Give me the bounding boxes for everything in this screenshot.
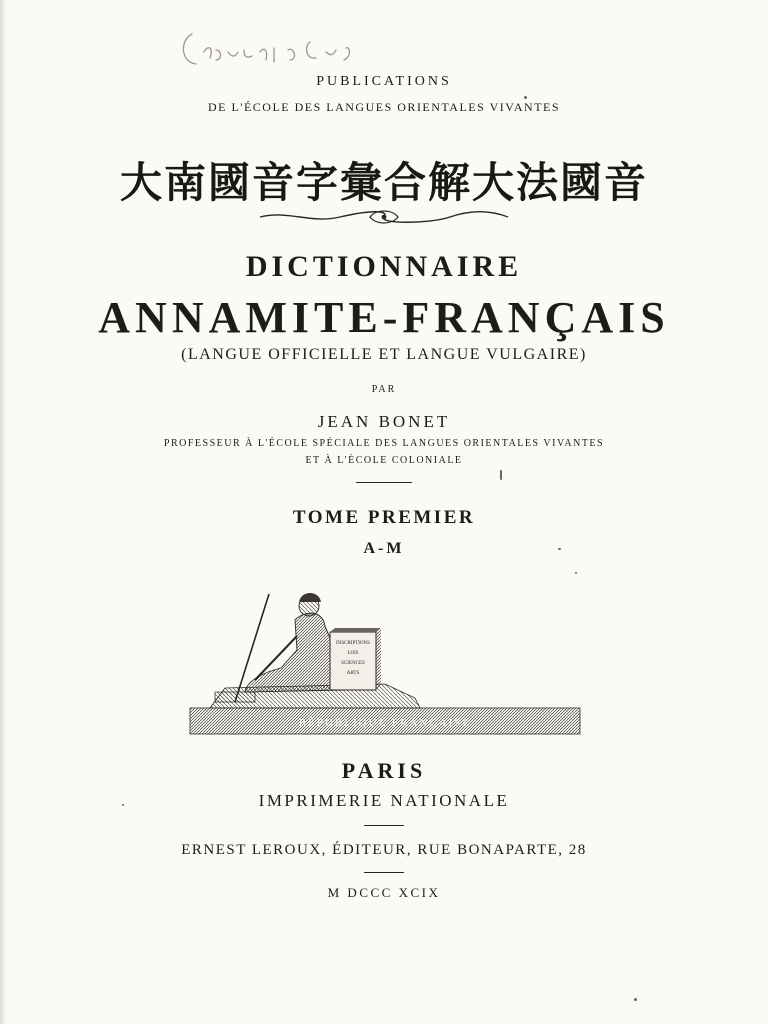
ornament-divider [250,206,518,228]
byline-par: PAR [371,384,397,395]
title-line-1: DICTIONNAIRE [245,250,523,283]
subtitle: (LANGUE OFFICIELLE ET LANGUE VULGAIRE) [181,346,587,363]
divider-rule [356,482,412,483]
svg-text:ARTS: ARTS [346,671,360,676]
engraved-vignette [185,580,585,740]
paper-speck [122,804,124,806]
volume-range: A-M [363,540,405,557]
author-affiliation-2: ET À L'ÉCOLE COLONIALE [305,455,463,466]
series-institution: DE L'ÉCOLE DES LANGUES ORIENTALES VIVANTES [207,100,561,114]
author-affiliation-1: PROFESSEUR À L'ÉCOLE SPÉCIALE DES LANGUES ORIENTALES VIVANTES [163,438,605,449]
paper-speck [634,998,637,1001]
volume-title: TOME PREMIER [292,507,476,528]
author-name: JEAN BONET [317,412,451,431]
series-title: PUBLICATIONS [316,74,452,89]
chinese-title: 大南國音字彙合解大法國音 [119,158,648,207]
imprint-city: PARIS [341,758,427,783]
handwritten-signature [170,22,390,72]
imprint-printer: IMPRIMERIE NATIONALE [258,791,510,810]
vignette-base-text: RÉPUBLIQUE FRANÇAISE [298,717,472,729]
paper-speck [524,96,527,99]
svg-text:INSCRIPTIONS: INSCRIPTIONS [336,641,370,646]
svg-text:SCIENCES: SCIENCES [341,661,365,666]
divider-rule [364,825,404,826]
imprint-year: M DCCC XCIX [327,885,441,900]
imprint-publisher: ERNEST LEROUX, ÉDITEUR, RUE BONAPARTE, 28 [181,842,587,858]
divider-rule [364,872,404,873]
svg-text:LOIS: LOIS [347,651,359,656]
paper-speck [575,572,577,574]
paper-speck [558,548,561,550]
title-line-2: ANNAMITE-FRANÇAIS [98,293,670,342]
paper-speck [500,470,502,480]
